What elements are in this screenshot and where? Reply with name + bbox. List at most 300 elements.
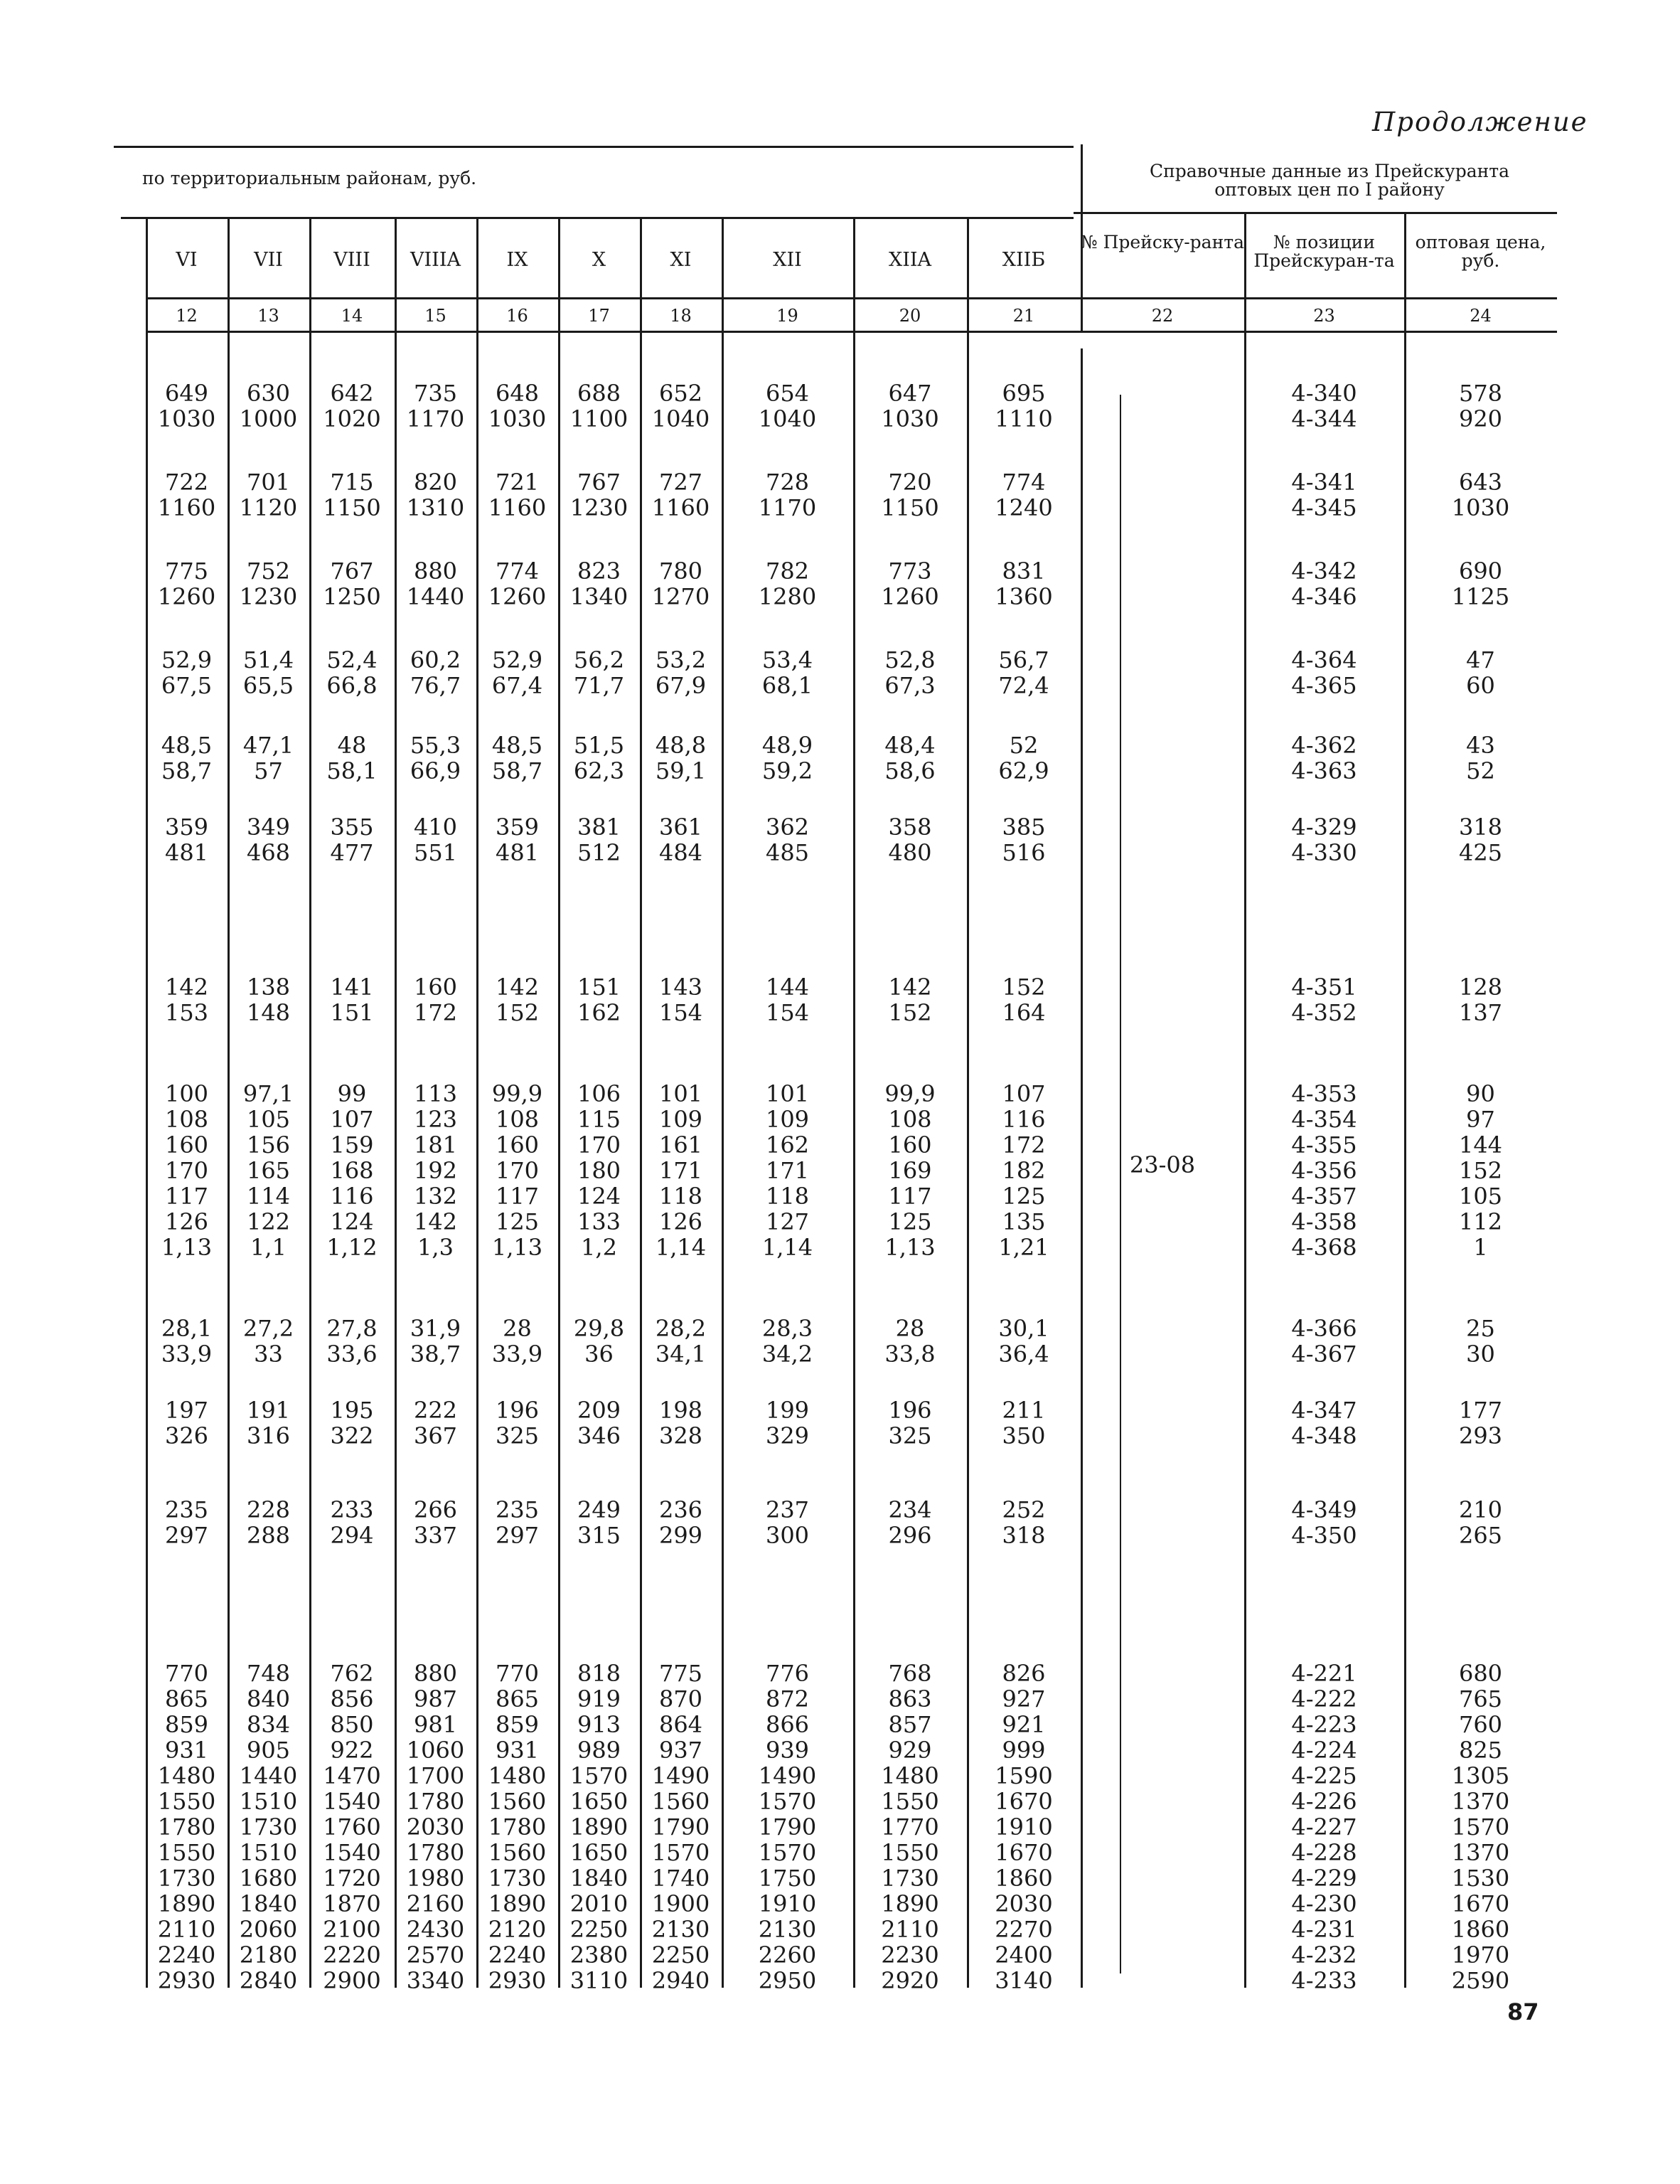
- table-cell: 159: [330, 1131, 374, 1158]
- table-cell: 1570: [758, 1839, 817, 1866]
- table-cell: 99,9: [884, 1080, 936, 1107]
- table-cell: 3140: [995, 1967, 1053, 1994]
- table-cell: 865: [495, 1685, 540, 1712]
- table-cell: 52: [1009, 732, 1039, 759]
- table-cell: 4-350: [1291, 1522, 1357, 1549]
- table-cell: 59,2: [761, 757, 813, 784]
- table-cell: 124: [577, 1183, 621, 1210]
- table-cell: 4-340: [1291, 380, 1357, 407]
- table-cell: 931: [495, 1737, 540, 1764]
- table-cell: 765: [1458, 1685, 1503, 1712]
- table-cell: 4-223: [1291, 1711, 1357, 1738]
- table-cell: 2010: [569, 1890, 628, 1917]
- table-cell: 52: [1466, 757, 1495, 784]
- table-cell: 484: [658, 839, 703, 866]
- table-cell: 1170: [758, 494, 817, 521]
- table-cell: 4-357: [1291, 1183, 1357, 1210]
- column-header: XII: [773, 249, 802, 271]
- table-cell: 4-225: [1291, 1762, 1357, 1789]
- table-cell: 1870: [323, 1890, 381, 1917]
- table-cell: 1490: [651, 1762, 710, 1789]
- table-cell: 361: [658, 814, 703, 841]
- table-cell: 108: [164, 1106, 209, 1133]
- table-cell: 4-356: [1291, 1157, 1357, 1184]
- table-cell: 2160: [406, 1890, 465, 1917]
- table-cell: 721: [495, 469, 540, 496]
- table-cell: 880: [413, 558, 458, 585]
- table-cell: 1270: [651, 583, 710, 610]
- table-cell: 1160: [651, 494, 710, 521]
- pricelist-number: 23-08: [1129, 1151, 1196, 1178]
- table-cell: 151: [577, 974, 621, 1001]
- table-cell: 209: [577, 1397, 621, 1424]
- table-cell: 1970: [1451, 1941, 1510, 1969]
- header-right-text: Справочные данные из Прейскуранта оптовых цен по I району: [1149, 161, 1510, 201]
- table-cell: 1530: [1451, 1865, 1510, 1892]
- table-cell: 818: [577, 1660, 621, 1687]
- table-cell: 318: [1458, 814, 1503, 841]
- column-number: 12: [176, 306, 198, 326]
- table-cell: 108: [495, 1106, 540, 1133]
- table-cell: 294: [330, 1522, 374, 1549]
- table-cell: 297: [495, 1522, 540, 1549]
- table-cell: 774: [495, 558, 540, 585]
- table-cell: 4-341: [1291, 469, 1357, 496]
- table-cell: 322: [330, 1422, 374, 1449]
- table-cell: 326: [164, 1422, 209, 1449]
- table-cell: 1020: [323, 405, 381, 432]
- table-cell: 1360: [995, 583, 1053, 610]
- table-cell: 151: [330, 999, 374, 1026]
- table-cell: 1: [1473, 1234, 1488, 1261]
- table-cell: 288: [246, 1522, 291, 1549]
- table-cell: 1740: [651, 1865, 710, 1892]
- table-cell: 512: [577, 839, 621, 866]
- table-cell: 1470: [323, 1762, 381, 1789]
- table-cell: 3110: [569, 1967, 628, 1994]
- table-cell: 1480: [157, 1762, 216, 1789]
- table-cell: 100: [164, 1080, 209, 1107]
- table-cell: 171: [658, 1157, 703, 1184]
- table-cell: 1790: [758, 1813, 817, 1841]
- table-cell: 2400: [995, 1941, 1053, 1969]
- table-cell: 115: [577, 1106, 621, 1133]
- table-cell: 840: [246, 1685, 291, 1712]
- table-cell: 1230: [239, 583, 298, 610]
- table-cell: 164: [1002, 999, 1046, 1026]
- column-header: VIII: [333, 249, 370, 271]
- table-cell: 2260: [758, 1941, 817, 1969]
- column-number: 21: [1012, 306, 1035, 326]
- table-cell: 2930: [157, 1967, 216, 1994]
- table-cell: 727: [658, 469, 703, 496]
- table-cell: 649: [164, 380, 209, 407]
- table-cell: 1150: [323, 494, 381, 521]
- table-cell: 774: [1002, 469, 1046, 496]
- table-cell: 355: [330, 814, 374, 841]
- table-cell: 2180: [239, 1941, 298, 1969]
- table-cell: 58,7: [161, 757, 213, 784]
- table-cell: 58,1: [326, 757, 378, 784]
- table-cell: 148: [246, 999, 291, 1026]
- column-number: 19: [776, 306, 798, 326]
- table-cell: 1280: [758, 583, 817, 610]
- table-cell: 720: [888, 469, 932, 496]
- table-cell: 1,21: [998, 1234, 1049, 1261]
- table-cell: 1570: [1451, 1813, 1510, 1841]
- table-cell: 48,9: [761, 732, 813, 759]
- table-cell: 108: [888, 1106, 932, 1133]
- table-cell: 249: [577, 1496, 621, 1523]
- table-cell: 4-342: [1291, 558, 1357, 585]
- table-cell: 300: [765, 1522, 810, 1549]
- table-cell: 117: [164, 1183, 209, 1210]
- table-cell: 33,8: [884, 1341, 936, 1368]
- table-cell: 939: [765, 1737, 810, 1764]
- table-cell: 1040: [651, 405, 710, 432]
- table-cell: 153: [164, 999, 209, 1026]
- header-right-label: [1109, 162, 1550, 200]
- table-cell: 4-362: [1291, 732, 1357, 759]
- table-cell: 1260: [157, 583, 216, 610]
- table-cell: 137: [1458, 999, 1503, 1026]
- table-cell: 99,9: [491, 1080, 543, 1107]
- table-cell: 106: [577, 1080, 621, 1107]
- table-cell: 1900: [651, 1890, 710, 1917]
- table-cell: 1540: [323, 1788, 381, 1815]
- table-cell: 1510: [239, 1839, 298, 1866]
- table-cell: 141: [330, 974, 374, 1001]
- table-cell: 647: [888, 380, 932, 407]
- table-cell: 859: [164, 1711, 209, 1738]
- table-cell: 2590: [1451, 1967, 1510, 1994]
- table-cell: 1,13: [491, 1234, 543, 1261]
- table-cell: 1890: [881, 1890, 939, 1917]
- table-cell: 28,1: [161, 1315, 213, 1342]
- table-cell: 325: [888, 1422, 932, 1449]
- table-cell: 2250: [651, 1941, 710, 1969]
- column-header: VIIIA: [410, 249, 461, 271]
- table-cell: 927: [1002, 1685, 1046, 1712]
- table-cell: 481: [495, 839, 540, 866]
- table-cell: 688: [577, 380, 621, 407]
- table-cell: 1780: [488, 1813, 547, 1841]
- table-cell: 2380: [569, 1941, 628, 1969]
- table-cell: 346: [577, 1422, 621, 1449]
- table-cell: 551: [413, 839, 458, 866]
- table-cell: 233: [330, 1496, 374, 1523]
- table-cell: 28: [503, 1315, 532, 1342]
- table-cell: 1160: [488, 494, 547, 521]
- table-cell: 297: [164, 1522, 209, 1549]
- table-cell: 125: [1002, 1183, 1046, 1210]
- table-cell: 156: [246, 1131, 291, 1158]
- table-cell: 913: [577, 1711, 621, 1738]
- table-cell: 101: [658, 1080, 703, 1107]
- table-cell: 1,14: [761, 1234, 813, 1261]
- table-cell: 152: [1458, 1157, 1503, 1184]
- table-cell: 905: [246, 1737, 291, 1764]
- table-cell: 58,6: [884, 757, 936, 784]
- table-cell: 1550: [157, 1788, 216, 1815]
- table-cell: 4-346: [1291, 583, 1357, 610]
- table-cell: 30,1: [998, 1315, 1049, 1342]
- table-cell: 350: [1002, 1422, 1046, 1449]
- table-cell: 152: [495, 999, 540, 1026]
- table-cell: 2240: [157, 1941, 216, 1969]
- table-cell: 1550: [881, 1788, 939, 1815]
- table-cell: 695: [1002, 380, 1046, 407]
- table-cell: 181: [413, 1131, 458, 1158]
- column-header: оптовая цена, руб.: [1415, 232, 1546, 272]
- table-cell: 43: [1466, 732, 1495, 759]
- table-cell: 1480: [488, 1762, 547, 1789]
- table-cell: 138: [246, 974, 291, 1001]
- table-cell: 1550: [157, 1839, 216, 1866]
- table-cell: 99: [337, 1080, 367, 1107]
- table-cell: 2570: [406, 1941, 465, 1969]
- table-cell: 2130: [651, 1916, 710, 1943]
- table-cell: 782: [765, 558, 810, 585]
- table-cell: 834: [246, 1711, 291, 1738]
- table-cell: 1770: [881, 1813, 939, 1841]
- table-cell: 293: [1458, 1422, 1503, 1449]
- table-cell: 2250: [569, 1916, 628, 1943]
- table-cell: 237: [765, 1496, 810, 1523]
- table-cell: 133: [577, 1208, 621, 1235]
- table-cell: 1490: [758, 1762, 817, 1789]
- table-cell: 160: [495, 1131, 540, 1158]
- table-cell: 170: [495, 1157, 540, 1184]
- column-header: VI: [176, 249, 198, 271]
- column-number: 24: [1470, 306, 1492, 326]
- table-cell: 1340: [569, 583, 628, 610]
- table-cell: 1150: [881, 494, 939, 521]
- table-cell: 4-363: [1291, 757, 1357, 784]
- table-cell: 4-354: [1291, 1106, 1357, 1133]
- table-cell: 919: [577, 1685, 621, 1712]
- table-cell: 1730: [239, 1813, 298, 1841]
- table-cell: 630: [246, 380, 291, 407]
- table-cell: 425: [1458, 839, 1503, 866]
- table-cell: 114: [246, 1183, 291, 1210]
- table-cell: 162: [577, 999, 621, 1026]
- table-cell: 1030: [881, 405, 939, 432]
- table-cell: 72,4: [998, 672, 1049, 699]
- table-cell: 880: [413, 1660, 458, 1687]
- table-cell: 722: [164, 469, 209, 496]
- table-cell: 770: [495, 1660, 540, 1687]
- table-cell: 1730: [488, 1865, 547, 1892]
- table-cell: 2120: [488, 1916, 547, 1943]
- table-cell: 160: [164, 1131, 209, 1158]
- table-cell: 4-228: [1291, 1839, 1357, 1866]
- table-cell: 1550: [881, 1839, 939, 1866]
- table-cell: 1,2: [581, 1234, 617, 1261]
- table-cell: 25: [1466, 1315, 1495, 1342]
- table-cell: 1890: [569, 1813, 628, 1841]
- table-cell: 234: [888, 1496, 932, 1523]
- table-cell: 90: [1466, 1080, 1495, 1107]
- table-cell: 1890: [488, 1890, 547, 1917]
- table-cell: 922: [330, 1737, 374, 1764]
- table-cell: 198: [658, 1397, 703, 1424]
- table-cell: 864: [658, 1711, 703, 1738]
- table-cell: 2840: [239, 1967, 298, 1994]
- column-header: X: [592, 249, 606, 271]
- table-cell: 36,4: [998, 1341, 1049, 1368]
- table-cell: 4-233: [1291, 1967, 1357, 1994]
- table-cell: 135: [1002, 1208, 1046, 1235]
- table-cell: 643: [1458, 469, 1503, 496]
- table-cell: 142: [888, 974, 932, 1001]
- table-cell: 33,6: [326, 1341, 378, 1368]
- page-number: 87: [1507, 1998, 1539, 2025]
- table-cell: 4-347: [1291, 1397, 1357, 1424]
- table-cell: 101: [765, 1080, 810, 1107]
- table-cell: 1,1: [250, 1234, 287, 1261]
- table-cell: 60,2: [410, 646, 461, 673]
- table-cell: 4-345: [1291, 494, 1357, 521]
- table-cell: 385: [1002, 814, 1046, 841]
- table-cell: 132: [413, 1183, 458, 1210]
- table-cell: 1560: [651, 1788, 710, 1815]
- table-cell: 857: [888, 1711, 932, 1738]
- table-cell: 122: [246, 1208, 291, 1235]
- table-cell: 177: [1458, 1397, 1503, 1424]
- table-cell: 4-367: [1291, 1341, 1357, 1368]
- header-divider-right: [1074, 212, 1557, 214]
- table-cell: 211: [1002, 1397, 1046, 1424]
- table-cell: 775: [164, 558, 209, 585]
- table-cell: 71,7: [573, 672, 625, 699]
- table-cell: 2130: [758, 1916, 817, 1943]
- table-cell: 52,9: [491, 646, 543, 673]
- table-cell: 1910: [995, 1813, 1053, 1841]
- table-cell: 34,2: [761, 1341, 813, 1368]
- table-cell: 748: [246, 1660, 291, 1687]
- table-cell: 1540: [323, 1839, 381, 1866]
- table-cell: 197: [164, 1397, 209, 1424]
- table-cell: 680: [1458, 1660, 1503, 1687]
- table-cell: 33,9: [491, 1341, 543, 1368]
- table-cell: 2240: [488, 1941, 547, 1969]
- table-cell: 1170: [406, 405, 465, 432]
- table-cell: 578: [1458, 380, 1503, 407]
- table-cell: 170: [577, 1131, 621, 1158]
- table-cell: 1730: [157, 1865, 216, 1892]
- table-cell: 1650: [569, 1839, 628, 1866]
- table-cell: 1570: [758, 1788, 817, 1815]
- table-cell: 3340: [406, 1967, 465, 1994]
- table-cell: 48: [337, 732, 367, 759]
- table-cell: 1305: [1451, 1762, 1510, 1789]
- table-cell: 1790: [651, 1813, 710, 1841]
- table-cell: 117: [888, 1183, 932, 1210]
- table-cell: 29,8: [573, 1315, 625, 1342]
- column-number: 13: [257, 306, 279, 326]
- table-cell: 872: [765, 1685, 810, 1712]
- table-cell: 38,7: [410, 1341, 461, 1368]
- table-cell: 981: [413, 1711, 458, 1738]
- table-cell: 4-365: [1291, 672, 1357, 699]
- table-cell: 2430: [406, 1916, 465, 1943]
- table-cell: 57: [254, 757, 283, 784]
- table-cell: 1780: [406, 1839, 465, 1866]
- table-cell: 117: [495, 1183, 540, 1210]
- table-cell: 1160: [157, 494, 216, 521]
- table-cell: 477: [330, 839, 374, 866]
- table-cell: 51,5: [573, 732, 625, 759]
- table-cell: 2110: [881, 1916, 939, 1943]
- column-header: № позиции Прейскуран-та: [1253, 232, 1395, 272]
- table-cell: 266: [413, 1496, 458, 1523]
- table-cell: 1125: [1451, 583, 1510, 610]
- table-cell: 1,14: [655, 1234, 707, 1261]
- table-cell: 76,7: [410, 672, 461, 699]
- continued-label: Продолжение: [1372, 107, 1588, 137]
- table-cell: 28,3: [761, 1315, 813, 1342]
- table-cell: 165: [246, 1157, 291, 1184]
- table-cell: 4-368: [1291, 1234, 1357, 1261]
- table-cell: 775: [658, 1660, 703, 1687]
- table-cell: 1060: [406, 1737, 465, 1764]
- table-cell: 329: [765, 1422, 810, 1449]
- column-number: 18: [670, 306, 692, 326]
- table-cell: 773: [888, 558, 932, 585]
- table-cell: 701: [246, 469, 291, 496]
- table-cell: 51,4: [242, 646, 294, 673]
- table-cell: 172: [413, 999, 458, 1026]
- table-cell: 107: [1002, 1080, 1046, 1107]
- top-rule: [114, 146, 1074, 148]
- table-cell: 325: [495, 1422, 540, 1449]
- table-cell: 28: [895, 1315, 925, 1342]
- table-cell: 55,3: [410, 732, 461, 759]
- table-cell: 715: [330, 469, 374, 496]
- table-cell: 4-366: [1291, 1315, 1357, 1342]
- table-cell: 196: [495, 1397, 540, 1424]
- table-cell: 4-358: [1291, 1208, 1357, 1235]
- table-cell: 1570: [651, 1839, 710, 1866]
- table-cell: 921: [1002, 1711, 1046, 1738]
- table-cell: 52,8: [884, 646, 936, 673]
- table-cell: 56,7: [998, 646, 1049, 673]
- table-cell: 865: [164, 1685, 209, 1712]
- table-cell: 1040: [758, 405, 817, 432]
- table-cell: 67,4: [491, 672, 543, 699]
- table-cell: 169: [888, 1157, 932, 1184]
- table-cell: 154: [765, 999, 810, 1026]
- table-cell: 2230: [881, 1941, 939, 1969]
- table-cell: 52,4: [326, 646, 378, 673]
- table-cell: 65,5: [242, 672, 294, 699]
- table-cell: 53,4: [761, 646, 813, 673]
- table-cell: 109: [765, 1106, 810, 1133]
- column-number: 17: [588, 306, 610, 326]
- table-cell: 222: [413, 1397, 458, 1424]
- table-cell: 4-349: [1291, 1496, 1357, 1523]
- table-cell: 1980: [406, 1865, 465, 1892]
- column-number: 20: [899, 306, 921, 326]
- table-cell: 4-364: [1291, 646, 1357, 673]
- table-cell: 66,9: [410, 757, 461, 784]
- table-cell: 4-355: [1291, 1131, 1357, 1158]
- table-cell: 116: [1002, 1106, 1046, 1133]
- table-cell: 1860: [1451, 1916, 1510, 1943]
- table-cell: 66,8: [326, 672, 378, 699]
- table-cell: 1,13: [161, 1234, 213, 1261]
